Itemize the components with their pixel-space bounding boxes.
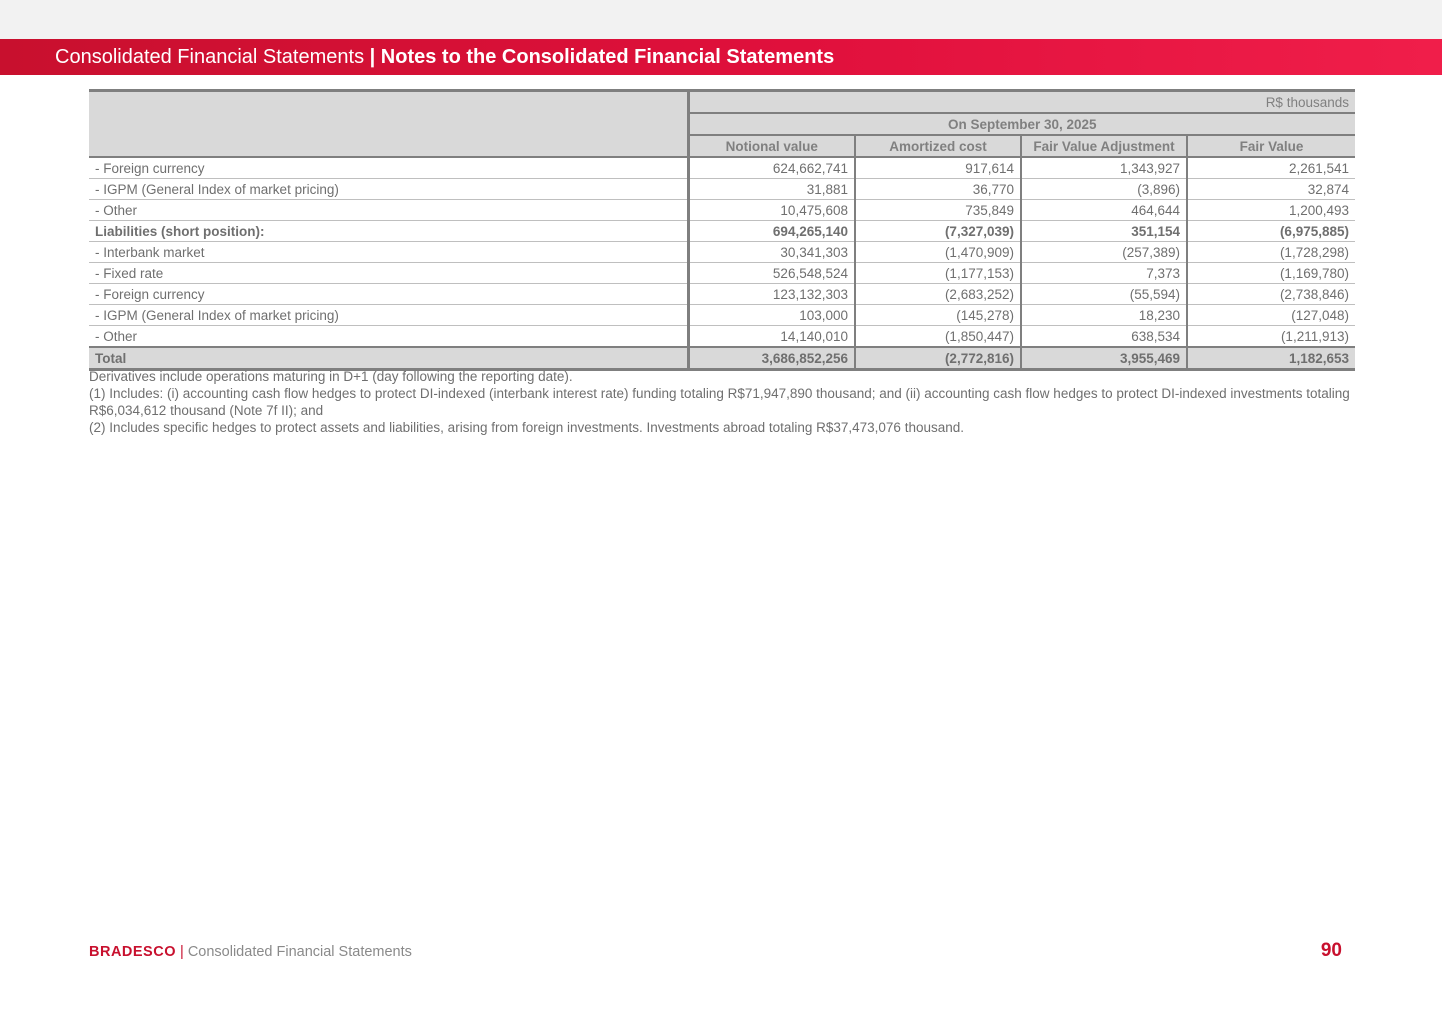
section-banner — [0, 39, 1442, 75]
notional-value: 694,265,140 — [688, 221, 855, 242]
unit-label: R$ thousands — [688, 91, 1355, 114]
banner-section: Consolidated Financial Statements — [55, 45, 365, 68]
fv-adjustment: 638,534 — [1021, 326, 1187, 348]
amortized-cost: 735,849 — [855, 200, 1021, 221]
fair-value: (1,169,780) — [1187, 263, 1355, 284]
row-label: Liabilities (short position): — [89, 221, 688, 242]
row-label: - IGPM (General Index of market pricing) — [89, 305, 688, 326]
fair-value: (2,738,846) — [1187, 284, 1355, 305]
total-fv-adjustment: 3,955,469 — [1021, 347, 1187, 370]
footnote-1: (1) Includes: (i) accounting cash flow hedges to protect DI-indexed (interbank interest rate) funding totaling R$71,947,890 thousand; and (ii) accounting cash flow hedges to protect DI-indexed investments totaling R$6,034,612 thousand (Note 7f II); and — [89, 386, 1350, 418]
page-footer — [89, 944, 412, 960]
row-label: - Foreign currency — [89, 284, 688, 305]
notional-value: 30,341,303 — [688, 242, 855, 263]
footer-separator: | — [180, 944, 184, 960]
table-row-total — [89, 347, 1355, 370]
table-row — [89, 263, 1355, 284]
fair-value: (127,048) — [1187, 305, 1355, 326]
total-fair-value: 1,182,653 — [1187, 347, 1355, 370]
notional-value: 10,475,608 — [688, 200, 855, 221]
footnote-general: Derivatives include operations maturing in D+1 (day following the reporting date). — [89, 369, 573, 384]
fv-adjustment: 7,373 — [1021, 263, 1187, 284]
fv-adjustment: 18,230 — [1021, 305, 1187, 326]
banner-subsection: Notes to the Consolidated Financial Statements — [380, 45, 835, 68]
table-footnotes — [89, 368, 1355, 436]
amortized-cost: (2,683,252) — [855, 284, 1021, 305]
top-strip — [0, 0, 1442, 39]
row-label: - IGPM (General Index of market pricing) — [89, 179, 688, 200]
amortized-cost: (1,850,447) — [855, 326, 1021, 348]
table-row — [89, 242, 1355, 263]
column-header-notional: Notional value — [688, 135, 855, 157]
table-row — [89, 179, 1355, 200]
amortized-cost: (7,327,039) — [855, 221, 1021, 242]
derivatives-table-container — [89, 89, 1355, 371]
table-row — [89, 200, 1355, 221]
amortized-cost: 917,614 — [855, 157, 1021, 179]
table-row — [89, 284, 1355, 305]
table-row — [89, 326, 1355, 348]
row-label: - Fixed rate — [89, 263, 688, 284]
fv-adjustment: (3,896) — [1021, 179, 1187, 200]
fair-value: 32,874 — [1187, 179, 1355, 200]
table-row — [89, 305, 1355, 326]
amortized-cost: (1,177,153) — [855, 263, 1021, 284]
notional-value: 624,662,741 — [688, 157, 855, 179]
column-header-fair-value: Fair Value — [1187, 135, 1355, 157]
footnote-2: (2) Includes specific hedges to protect assets and liabilities, arising from foreign investments. Investments abroad totaling R$37,473,076 thousand. — [89, 420, 964, 435]
row-label: - Foreign currency — [89, 157, 688, 179]
banner-title — [55, 46, 834, 69]
notional-value: 31,881 — [688, 179, 855, 200]
total-amortized-cost: (2,772,816) — [855, 347, 1021, 370]
fair-value: (1,728,298) — [1187, 242, 1355, 263]
footer-brand: BRADESCO — [89, 944, 176, 960]
fv-adjustment: 464,644 — [1021, 200, 1187, 221]
row-label: - Other — [89, 200, 688, 221]
fair-value: (1,211,913) — [1187, 326, 1355, 348]
footer-title: Consolidated Financial Statements — [187, 944, 412, 960]
fv-adjustment: (257,389) — [1021, 242, 1187, 263]
header-blank-cell — [89, 91, 688, 158]
column-header-fv-adjustment: Fair Value Adjustment — [1021, 135, 1187, 157]
derivatives-table — [89, 89, 1355, 371]
amortized-cost: 36,770 — [855, 179, 1021, 200]
fair-value: 2,261,541 — [1187, 157, 1355, 179]
page-number: 90 — [1320, 940, 1342, 961]
column-header-amortized: Amortized cost — [855, 135, 1021, 157]
fv-adjustment: 1,343,927 — [1021, 157, 1187, 179]
notional-value: 526,548,524 — [688, 263, 855, 284]
notional-value: 103,000 — [688, 305, 855, 326]
table-row — [89, 157, 1355, 179]
notional-value: 14,140,010 — [688, 326, 855, 348]
banner-separator: | — [369, 45, 376, 68]
table-row-subtotal — [89, 221, 1355, 242]
notional-value: 123,132,303 — [688, 284, 855, 305]
fv-adjustment: 351,154 — [1021, 221, 1187, 242]
header-row-unit — [89, 91, 1355, 114]
total-label: Total — [89, 347, 688, 370]
total-notional-value: 3,686,852,256 — [688, 347, 855, 370]
fair-value: (6,975,885) — [1187, 221, 1355, 242]
amortized-cost: (1,470,909) — [855, 242, 1021, 263]
period-label: On September 30, 2025 — [688, 113, 1355, 135]
row-label: - Interbank market — [89, 242, 688, 263]
amortized-cost: (145,278) — [855, 305, 1021, 326]
row-label: - Other — [89, 326, 688, 348]
fv-adjustment: (55,594) — [1021, 284, 1187, 305]
fair-value: 1,200,493 — [1187, 200, 1355, 221]
